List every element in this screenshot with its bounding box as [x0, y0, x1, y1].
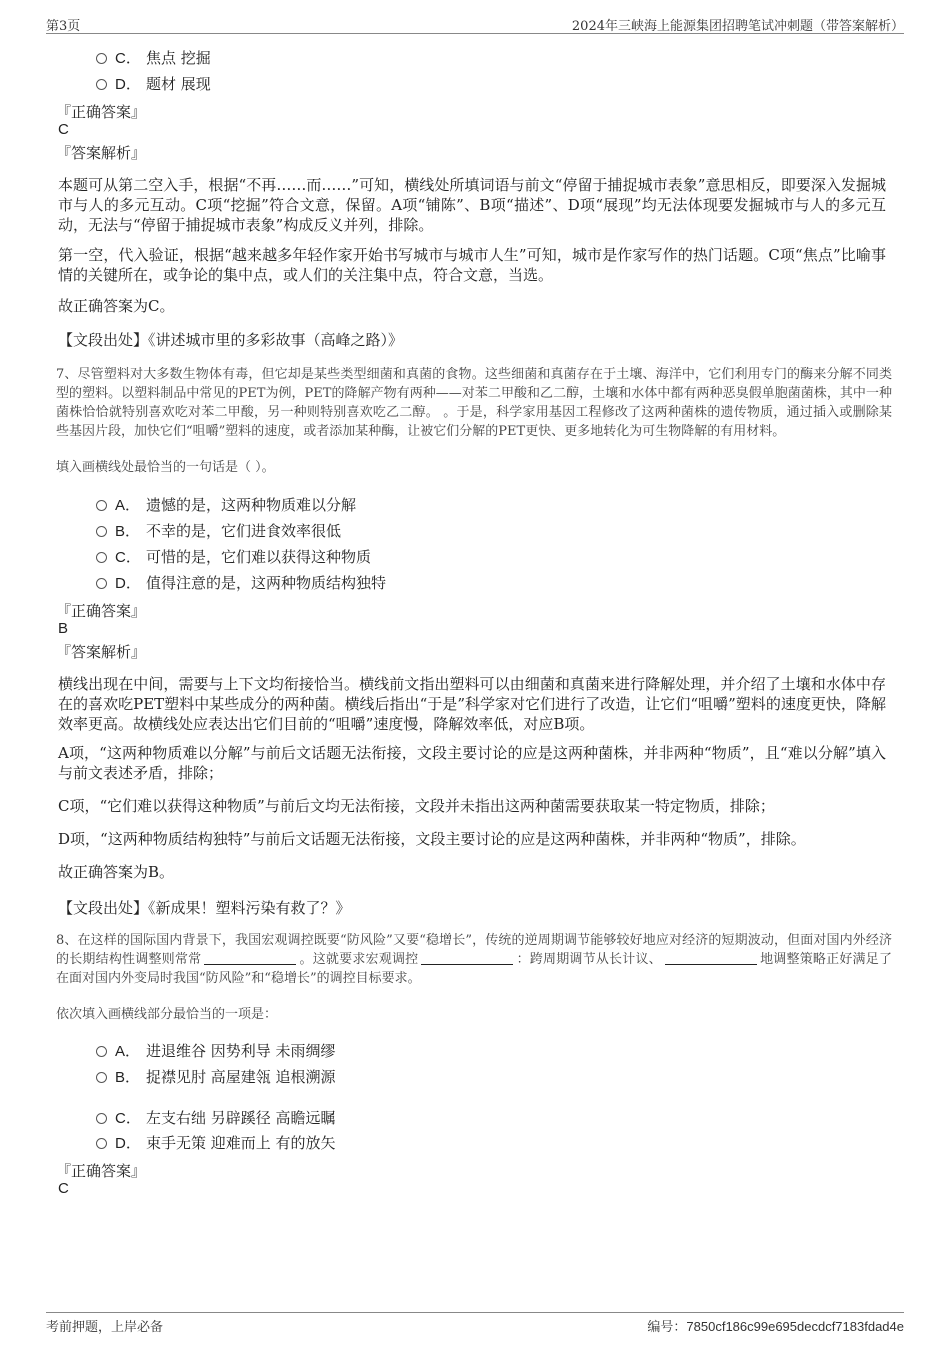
q7-analysis-para-1: 横线出现在中间，需要与上下文均衔接恰当。横线前文指出塑料可以由细菌和真菌来进行降解处理，并介绍了土壤和水体中存在的喜欢吃PET塑料中某些成分的两种菌。横线后指出“于是”科学家对它们进行了改造，让它们“咀嚼”塑料的速度更快，降解效率更高。故横线处应表达出它们目前的“咀嚼”速度慢，降解效率低，对应B项。	[58, 675, 886, 733]
q7-analysis-conclusion: 故正确答案为B。	[58, 863, 175, 881]
q7-analysis-label: 『答案解析』	[56, 643, 147, 661]
q8-option-a[interactable]: A． 进退维谷 因势利导 未雨绸缪	[96, 1040, 336, 1062]
q7-analysis-para-4: D项，“这两种物质结构独特”与前后文话题无法衔接，文段主要讨论的应是这两种菌株，并非两种“物质”，排除。	[58, 830, 806, 848]
q7-passage: 7、尽管塑料对大多数生物体有毒，但它却是某些类型细菌和真菌的食物。这些细菌和真菌存在于土壤、海洋中，它们利用专门的酶来分解不同类型的塑料。以塑料制品中常见的PET为例，PET的降解产物有两种——对苯二甲酸和乙二醇，土壤和水体中都有两种恶臭假单胞菌菌株，其中一种菌株恰恰就特别喜欢吃对苯二甲酸，另一种则特别喜欢吃乙二醇。 。于是，科学家用基因工程修改了这两种菌株的遗传物质，通过插入或删除某些基因片段，加快它们“咀嚼”塑料的速度，或者添加某种酶，让被它们分解的PET更快、更多地转化为可生物降解的有用材料。	[56, 367, 892, 439]
radio-icon[interactable]	[96, 1138, 107, 1149]
page-number: 第3页	[46, 19, 81, 34]
q7-source: 【文段出处】《新成果！塑料污染有救了？》	[58, 899, 351, 917]
q8-answer: C	[58, 1180, 69, 1197]
page-footer	[46, 1312, 904, 1335]
radio-icon[interactable]	[96, 79, 107, 90]
radio-icon[interactable]	[96, 578, 107, 589]
footer-slogan: 考前押题，上岸必备	[46, 1320, 164, 1335]
page-header	[46, 13, 904, 34]
q7-option-a[interactable]: A． 遗憾的是，这两种物质难以分解	[96, 494, 356, 516]
q6-analysis-para-2: 第一空，代入验证，根据“越来越多年轻作家开始书写城市与城市人生”可知，城市是作家写作的热门话题。C项“焦点”比喻事情的关键所在，或争论的集中点，或人们的关注集中点，符合文意，当选。	[58, 246, 886, 284]
q6-analysis-para-1: 本题可从第二空入手，根据“不再……而……”可知，横线处所填词语与前文“停留于捕捉城市表象”意思相反，即要深入发掘城市与人的多元互动。C项“挖掘”符合文意，保留。A项“铺陈”、B项“描述”、D项“展现”均无法体现要发掘城市与人的多元互动，无法与“停留于捕捉城市表象”构成反义并列，排除。	[58, 176, 886, 234]
blank-3	[665, 951, 757, 965]
q8-option-b[interactable]: B． 捉襟见肘 高屋建瓴 追根溯源	[96, 1066, 336, 1088]
q8-option-d[interactable]: D． 束手无策 迎难而上 有的放矢	[96, 1132, 336, 1154]
q8-prompt: 依次填入画横线部分最恰当的一项是：	[56, 1007, 278, 1022]
radio-icon[interactable]	[96, 1113, 107, 1124]
q7-option-c[interactable]: C． 可惜的是，它们难以获得这种物质	[96, 546, 371, 568]
q6-source: 【文段出处】《讲述城市里的多彩故事（高峰之路）》	[58, 331, 404, 349]
document-title: 2024年三峡海上能源集团招聘笔试冲刺题（带答案解析）	[571, 19, 904, 34]
radio-icon[interactable]	[96, 552, 107, 563]
q8-answer-label: 『正确答案』	[56, 1162, 147, 1180]
radio-icon[interactable]	[96, 1046, 107, 1057]
q7-option-d[interactable]: D． 值得注意的是，这两种物质结构独特	[96, 572, 386, 594]
radio-icon[interactable]	[96, 526, 107, 537]
q6-option-c[interactable]: C． 焦点 挖掘	[96, 47, 211, 69]
radio-icon[interactable]	[96, 1072, 107, 1083]
q6-analysis-label: 『答案解析』	[56, 144, 147, 162]
q7-prompt: 填入画横线处最恰当的一句话是（ ）。	[56, 460, 275, 475]
q6-answer: C	[58, 121, 69, 138]
q6-answer-label: 『正确答案』	[56, 103, 147, 121]
radio-icon[interactable]	[96, 500, 107, 511]
document-code: 编号：7850cf186c99e695decdcf7183fdad4e	[647, 1319, 904, 1334]
q7-analysis-para-2: A项，“这两种物质难以分解”与前后文话题无法衔接，文段主要讨论的应是这两种菌株，并非两种“物质”，且“难以分解”填入与前文表述矛盾，排除；	[58, 744, 886, 782]
q7-option-b[interactable]: B． 不幸的是，它们进食效率很低	[96, 520, 341, 542]
radio-icon[interactable]	[96, 53, 107, 64]
q6-option-d[interactable]: D． 题材 展现	[96, 73, 211, 95]
q6-analysis-conclusion: 故正确答案为C。	[58, 297, 175, 315]
q8-passage: 8、在这样的国际国内背景下，我国宏观调控既要“防风险”又要“稳增长”，传统的逆周期调节能够较好地应对经济的短期波动，但面对国内外经济的长期结构性调整则常常 。这就要求宏观调控 ：跨周期调节从长计议、 地调整策略正好满足了在面对国内外变局时我国“防风险”和“稳增长”的调控目标要求。	[56, 933, 892, 986]
blank-1	[204, 951, 296, 965]
q7-answer: B	[58, 620, 69, 637]
blank-2	[421, 951, 513, 965]
q7-analysis-para-3: C项，“它们难以获得这种物质”与前后文均无法衔接，文段并未指出这两种菌需要获取某一特定物质，排除；	[58, 797, 775, 815]
q7-answer-label: 『正确答案』	[56, 602, 147, 620]
q8-option-c[interactable]: C． 左支右绌 另辟蹊径 高瞻远瞩	[96, 1107, 336, 1129]
